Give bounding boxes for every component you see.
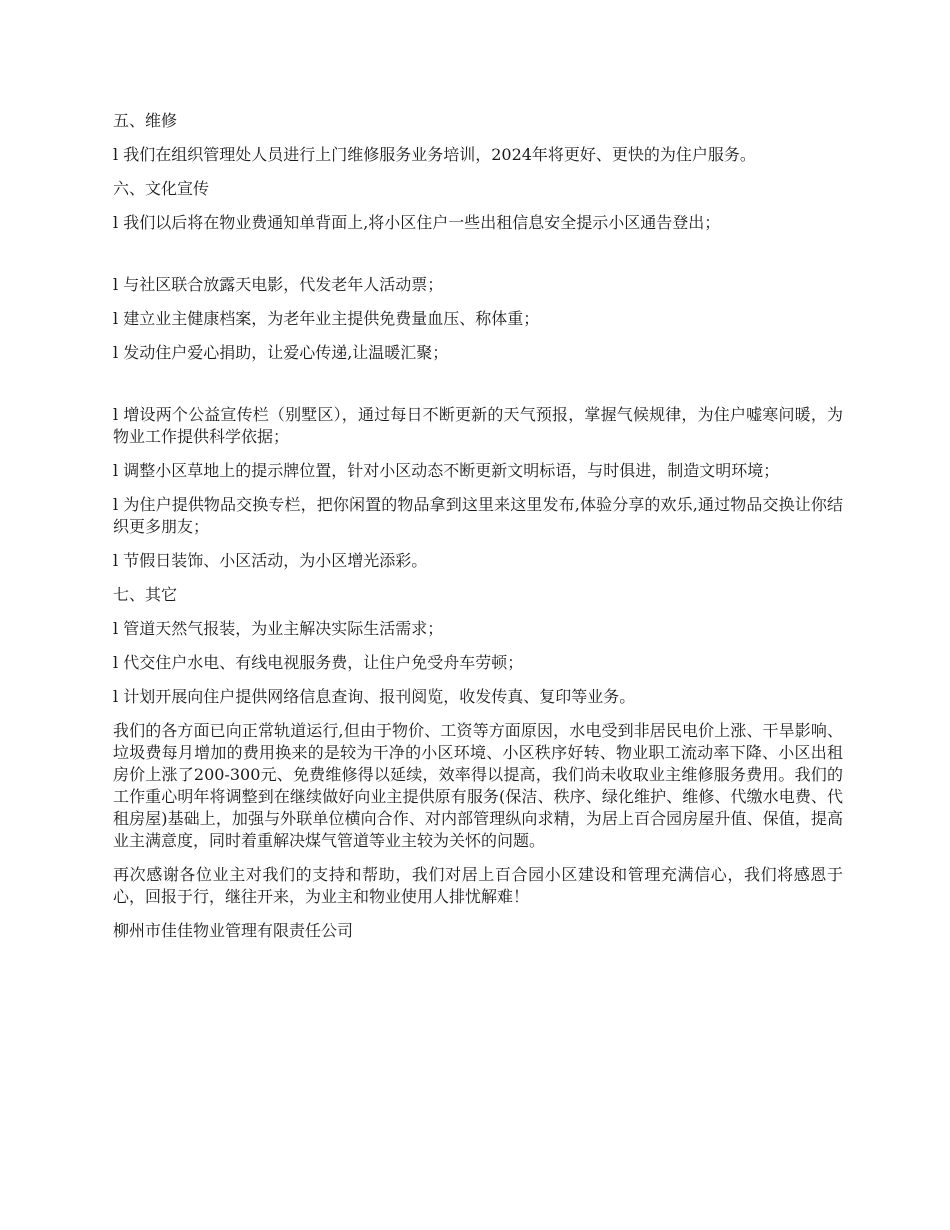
section-heading-culture: 六、文化宣传 <box>113 179 210 198</box>
list-item: l 发动住户爱心捐助，让爱心传递,让温暖汇聚； <box>113 343 449 362</box>
company-signature: 柳州市佳佳物业管理有限责任公司 <box>113 921 354 940</box>
section-heading-repair: 五、维修 <box>113 111 178 130</box>
spacer <box>113 246 843 274</box>
spacer <box>113 376 843 404</box>
list-item: l 节假日装饰、小区活动，为小区增光添彩。 <box>113 551 428 570</box>
section-heading-other: 七、其它 <box>113 585 178 604</box>
list-item: l 我们以后将在物业费通知单背面上,将小区住户一些出租信息安全提示小区通告登出； <box>113 213 721 232</box>
list-item: l 与社区联合放露天电影，代发老年人活动票； <box>113 275 444 294</box>
list-item: l 代交住户水电、有线电视服务费，让住户免受舟车劳顿； <box>113 653 524 672</box>
list-item: l 建立业主健康档案，为老年业主提供免费量血压、称体重； <box>113 309 540 328</box>
document-page <box>113 110 843 954</box>
list-item: l 管道天然气报装，为业主解决实际生活需求； <box>113 619 444 638</box>
list-item: l 为住户提供物品交换专栏，把你闲置的物品拿到这里来这里发布,体验分享的欢乐,通过物品交换让你结织更多朋友； <box>113 495 843 536</box>
list-item: l 我们在组织管理处人员进行上门维修服务业务培训，2024年将更好、更快的为住户服务。 <box>113 145 756 164</box>
thanks-paragraph: 再次感谢各位业主对我们的支持和帮助，我们对居上百合园小区建设和管理充满信心，我们将感恩于心，回报于行，继往开来，为业主和物业使用人排忧解难！ <box>113 865 843 906</box>
list-item: l 增设两个公益宣传栏（别墅区），通过每日不断更新的天气预报，掌握气候规律，为住户嘘寒问暖，为物业工作提供科学依据； <box>113 405 843 446</box>
list-item: l 调整小区草地上的提示牌位置，针对小区动态不断更新文明标语，与时俱进，制造文明环境； <box>113 461 780 480</box>
summary-paragraph: 我们的各方面已向正常轨道运行,但由于物价、工资等方面原因，水电受到非居民电价上涨、干旱影响、垃圾费每月增加的费用换来的是较为干净的小区环境、小区秩序好转、物业职工流动率下降、小区出租房价上涨了200-300元、免费维修得以延续，效率得以提高，我们尚未收取业主维修服务费用。我们的工作重心明年将调整到在继续做好向业主提供原有服务(保洁、秩序、绿化维护、维修、代缴水电费、代租房屋)基础上，加强与外联单位横向合作、对内部管理纵向求精，为居上百合园房屋升值、保值，提高业主满意度，同时着重解决煤气管道等业主较为关怀的问题。 <box>113 721 843 850</box>
list-item: l 计划开展向住户提供网络信息查询、报刊阅览，收发传真、复印等业务。 <box>113 687 636 706</box>
